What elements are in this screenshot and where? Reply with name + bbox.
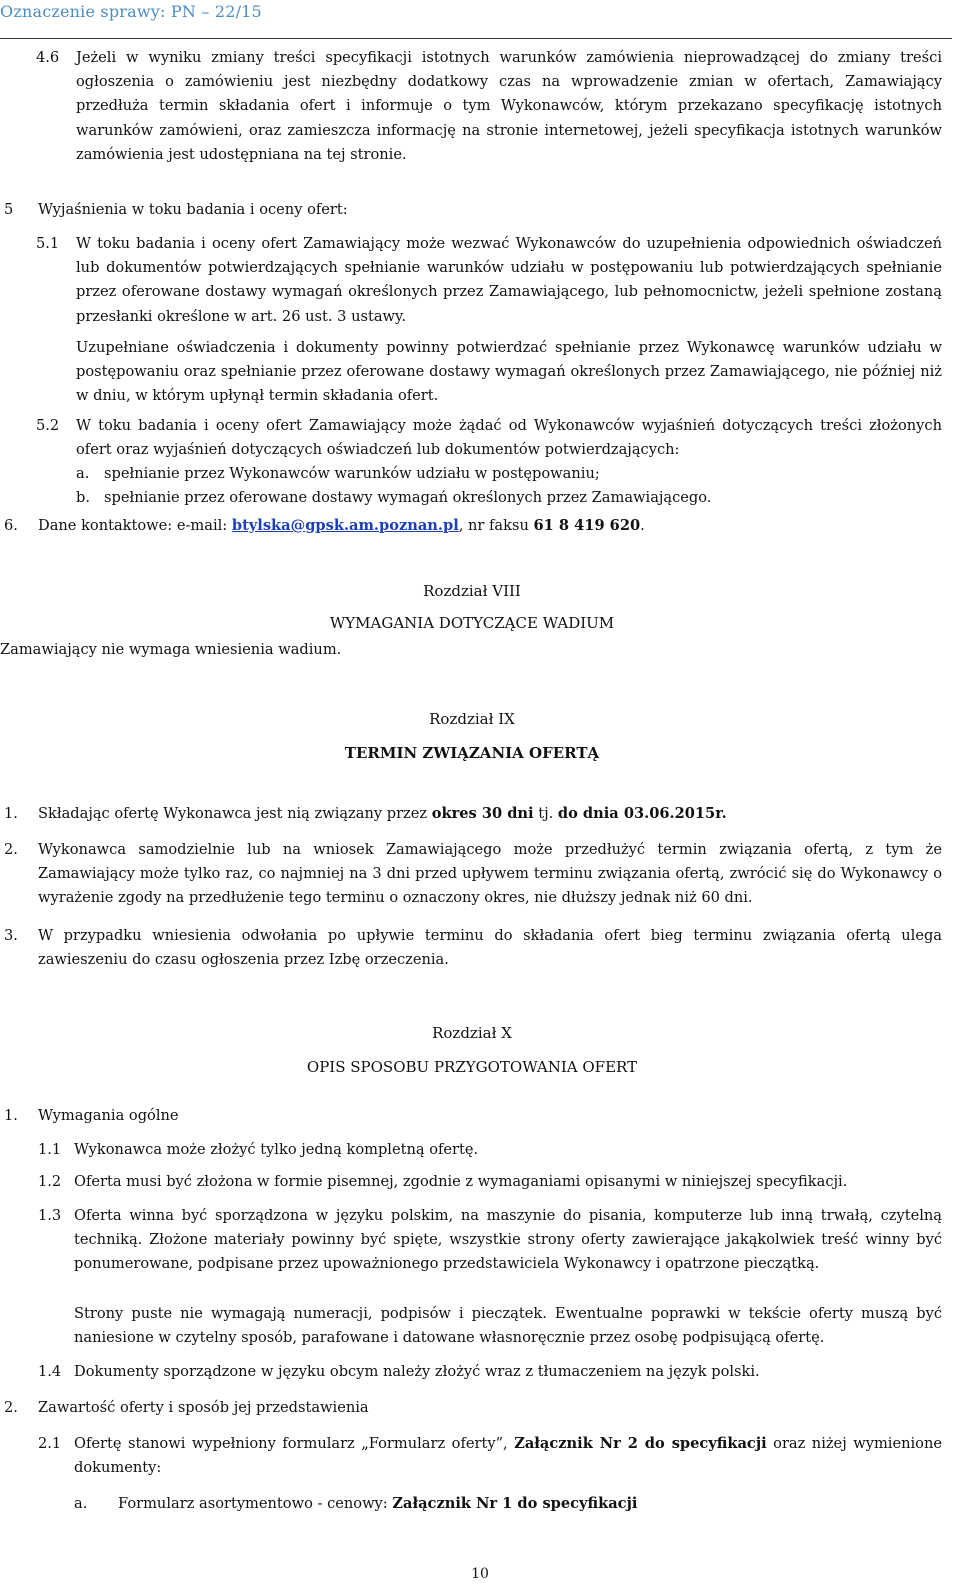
binding-text-a: Składając ofertę Wykonawca jest nią związany przez xyxy=(38,805,428,822)
section-1-1-text: Wykonawca może złożyć tylko jedną kompletną ofertę. xyxy=(74,1141,479,1158)
offer-text-a: Ofertę stanowi wypełniony formularz „Formularz oferty”, xyxy=(74,1435,508,1452)
chapter-10-label: Rozdział X xyxy=(432,1024,512,1042)
chapter-9-item-number: 1. xyxy=(4,805,18,822)
chapter-8-text: Zamawiający nie wymaga wniesienia wadium. xyxy=(0,641,342,658)
header-rule xyxy=(0,38,952,39)
page-number: 10 xyxy=(471,1566,489,1582)
list-item-text: spełnianie przez oferowane dostawy wymagań określonych przez Zamawiającego. xyxy=(104,489,712,506)
binding-date: do dnia 03.06.2015r. xyxy=(557,805,727,822)
list-item-text xyxy=(118,1492,637,1516)
chapter-9-item-number: 3. xyxy=(4,927,18,944)
attachment-2-reference: Załącznik Nr 2 do specyfikacji xyxy=(514,1435,767,1452)
binding-period: okres 30 dni xyxy=(431,805,534,822)
list-item-label: a. xyxy=(74,1495,88,1512)
contact-fax-label: , nr faksu xyxy=(458,517,529,534)
chapter-9-label: Rozdział IX xyxy=(429,710,515,728)
section-1-2-text: Oferta musi być złożona w formie pisemnej, zgodnie z wymaganiami opisanymi w niniejszej specyfikacji. xyxy=(74,1173,848,1190)
contact-end: . xyxy=(640,517,645,534)
chapter-9-item-2-text: Wykonawca samodzielnie lub na wniosek Zamawiającego może przedłużyć termin związania ofertą, z tym że Zamawiający może tylko raz, co najmniej na 3 dni przed upływem terminu związania ofertą, zwrócić się do Wykonawcy o wyrażenie zgody na przedłużenie tego terminu o oznaczony okres, nie dłuższy jednak niż 60 dni. xyxy=(38,841,942,907)
section-number-2-1: 2.1 xyxy=(38,1435,62,1452)
section-number-1: 1. xyxy=(4,1107,18,1124)
offer-text-b: oraz niżej wymienione dokumenty: xyxy=(74,1435,942,1477)
case-mark-header: Oznaczenie sprawy: PN – 22/15 xyxy=(0,2,262,21)
section-1-3-text: Oferta winna być sporządzona w języku polskim, na maszynie do pisania, komputerze lub inną trwałą, czytelną techniką. Złożone materiały powinny być spięte, wszystkie strony oferty zawierające jakąkolwiek treść winny być ponumerowane, podpisane przez upoważnionego przedstawiciela Wykonawcy i opatrzone pieczątką. xyxy=(74,1207,942,1273)
chapter-8-label: Rozdział VIII xyxy=(423,582,521,600)
chapter-10-title: OPIS SPOSOBU PRZYGOTOWANIA OFERT xyxy=(306,1058,638,1076)
chapter-9-item-1-text xyxy=(38,802,727,826)
section-number-1-3: 1.3 xyxy=(38,1207,62,1224)
chapter-8-title: WYMAGANIA DOTYCZĄCE WADIUM xyxy=(329,614,615,632)
section-number-1-1: 1.1 xyxy=(38,1141,62,1158)
section-5-2-text: W toku badania i oceny ofert Zamawiający może żądać od Wykonawców wyjaśnień dotyczących treści złożonych ofert oraz wyjaśnień dotyczących oświadczeń lub dokumentów potwierdzających: xyxy=(76,417,942,459)
chapter-9-item-number: 2. xyxy=(4,841,18,858)
section-number-5: 5 xyxy=(4,201,14,218)
section-1-3-text-2: Strony puste nie wymagają numeracji, podpisów i pieczątek. Ewentualne poprawki w tekście oferty muszą być naniesione w czytelny sposób, parafowane i datowane własnoręcznie przez osobę podpisującą ofertę. xyxy=(74,1305,942,1347)
fax-number: 61 8 419 620 xyxy=(533,517,641,534)
section-2-1-text xyxy=(74,1432,942,1480)
section-number-2: 2. xyxy=(4,1399,18,1416)
binding-text-b: tj. xyxy=(538,805,554,822)
section-number-1-2: 1.2 xyxy=(38,1173,62,1190)
section-1-title: Wymagania ogólne xyxy=(38,1107,179,1124)
section-2-title: Zawartość oferty i sposób jej przedstawienia xyxy=(38,1399,369,1416)
section-5-1-text: W toku badania i oceny ofert Zamawiający może wezwać Wykonawców do uzupełnienia odpowiednich oświadczeń lub dokumentów potwierdzających spełnianie warunków udziału w postępowaniu lub potwierdzających spełnianie przez oferowane dostawy wymagań określonych przez Zamawiającego, lub pełnomocnictw, jeżeli spełnione zostaną przesłanki określone w art. 26 ust. 3 ustawy. xyxy=(76,235,942,325)
section-number-4-6: 4.6 xyxy=(36,49,60,66)
section-5-title: Wyjaśnienia w toku badania i oceny ofert: xyxy=(38,201,348,218)
contact-prefix: Dane kontaktowe: e-mail: xyxy=(38,517,228,534)
attachment-1-reference: Załącznik Nr 1 do specyfikacji xyxy=(392,1495,638,1512)
list-item-label: b. xyxy=(76,489,90,506)
section-1-4-text: Dokumenty sporządzone w języku obcym należy złożyć wraz z tłumaczeniem na język polski. xyxy=(74,1363,760,1380)
chapter-9-item-3-text: W przypadku wniesienia odwołania po upływie terminu do składania ofert bieg terminu związania ofertą ulega zawieszeniu do czasu ogłoszenia przez Izbę orzeczenia. xyxy=(38,927,942,969)
section-5-1-text-2: Uzupełniane oświadczenia i dokumenty powinny potwierdzać spełnianie przez Wykonawcę warunków udziału w postępowaniu oraz spełnianie przez oferowane dostawy wymagań określonych przez Zamawiającego, nie później niż w dniu, w którym upłynął termin składania ofert. xyxy=(76,339,942,405)
list-item-text: spełnianie przez Wykonawców warunków udziału w postępowaniu; xyxy=(104,465,600,482)
list-item-label: a. xyxy=(76,465,90,482)
section-4-6-text: Jeżeli w wyniku zmiany treści specyfikacji istotnych warunków zamówienia nieprowadzącej do zmiany treści ogłoszenia o zamówieniu jest niezbędny dodatkowy czas na wprowadzenie zmian w ofertach, Zamawiający przedłuża termin składania ofert i informuje o tym Wykonawców, którym przekazano specyfikację istotnych warunków zamówieni, oraz zamieszcza informację na stronie internetowej, jeżeli specyfikacja istotnych warunków zamówienia jest udostępniana na tej stronie. xyxy=(76,49,942,163)
section-number-6: 6. xyxy=(4,517,18,534)
contact-line xyxy=(38,514,645,538)
section-number-5-2: 5.2 xyxy=(36,417,60,434)
price-form-text: Formularz asortymentowo - cenowy: xyxy=(118,1495,388,1512)
section-number-5-1: 5.1 xyxy=(36,235,60,252)
email-link[interactable]: btylska@gpsk.am.poznan.pl xyxy=(231,517,459,534)
chapter-9-title: TERMIN ZWIĄZANIA OFERTĄ xyxy=(344,744,600,762)
section-number-1-4: 1.4 xyxy=(38,1363,62,1380)
